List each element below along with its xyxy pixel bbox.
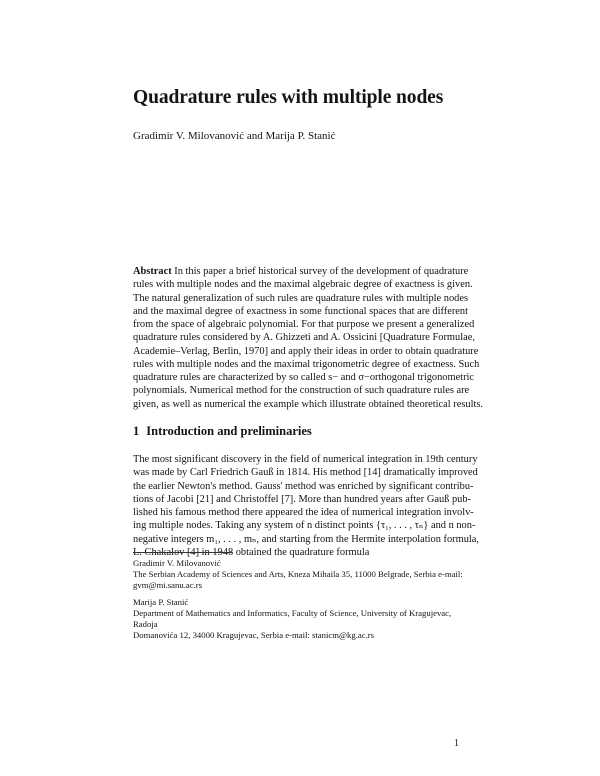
body-line: L. Chakalov [4] in 1948 obtained the quadrature formula [133, 546, 370, 558]
body-line: The most significant discovery in the field of numerical integration in 19th century [133, 454, 478, 465]
paper-title: Quadrature rules with multiple nodes [133, 87, 444, 108]
body-line: tions of Jacobi [21] and Christoffel [7]. More than hundred years after Gauß pub- [133, 493, 471, 505]
footnote-divider [133, 552, 232, 553]
footnote-email[interactable]: gvm@mi.sanu.ac.rs [133, 580, 203, 591]
body-line: the earlier Newton's method. Gauss' method was enriched by significant contribu- [133, 480, 474, 492]
abstract-line: from the space of algebraic polynomial. For that purpose we present a generalized [133, 319, 475, 330]
body-line: was made by Carl Friedrich Gauß in 1814. His method [14] dramatically improved [133, 467, 478, 479]
body-line: ing multiple nodes. Taking any system of n distinct points {τ₁, . . . , τₙ} and n non- [133, 520, 476, 532]
paper-authors: Gradimir V. Milovanović and Marija P. Stanić [133, 130, 336, 142]
abstract-line: rules with multiple nodes and the maximal algebraic degree of exactness is given. [133, 279, 473, 291]
abstract-line: The natural generalization of such rules are quadrature rules with multiple nodes [133, 292, 468, 304]
footnote-affiliation [133, 597, 468, 642]
abstract-line: and the maximal degree of exactness in some functional spaces that are different [133, 305, 468, 317]
footnotes [133, 558, 468, 646]
section-number: 1 [133, 424, 140, 438]
section-body [133, 453, 480, 559]
body-line: lished his famous method there appeared the idea of numerical integration involv- [133, 507, 474, 518]
section-title: Introduction and preliminaries [146, 424, 312, 438]
abstract [133, 265, 483, 411]
abstract-line: polynomials. Numerical method for the construction of such quadrature rules are [133, 385, 470, 397]
abstract-line: quadrature rules are characterized by so called s− and σ−orthogonal trigonometric [133, 372, 475, 383]
abstract-line-text: In this paper a brief historical survey of the development of quadrature [174, 266, 469, 277]
body-line: negative integers m₁, . . . , mₙ, and starting from the Hermite interpolation formula, [133, 533, 480, 545]
footnote-author: Marija P. Stanić [133, 596, 189, 607]
abstract-line: given, as well as numerical the example which illustrate obtained theoretical results. [133, 398, 483, 410]
abstract-line: rules with multiple nodes and the maximal trigonometric degree of exactness. Such [133, 358, 480, 370]
footnote-affiliation [133, 558, 468, 592]
footnote-line: Department of Mathematics and Informatics, Faculty of Science, University of Kragujevac, Radoja [133, 607, 452, 630]
abstract-line: quadrature rules considered by A. Ghizzeti and A. Ossicini [Quadrature Formulae, [133, 332, 475, 344]
page-number: 1 [454, 738, 459, 749]
abstract-line: Academie–Verlag, Berlin, 1970] and apply their ideas in order to obtain quadrature [133, 345, 479, 357]
abstract-line [133, 265, 468, 278]
footnote-line: The Serbian Academy of Sciences and Arts, Kneza Mihaila 35, 11000 Belgrade, Serbia e-mail: [133, 569, 463, 580]
footnote-line: Domanovića 12, 34000 Kragujevac, Serbia e-mail: stanicm@kg.ac.rs [133, 630, 375, 641]
section-heading [133, 424, 312, 439]
footnote-author: Gradimir V. Milovanović [133, 558, 221, 568]
abstract-label: Abstract [133, 266, 172, 277]
